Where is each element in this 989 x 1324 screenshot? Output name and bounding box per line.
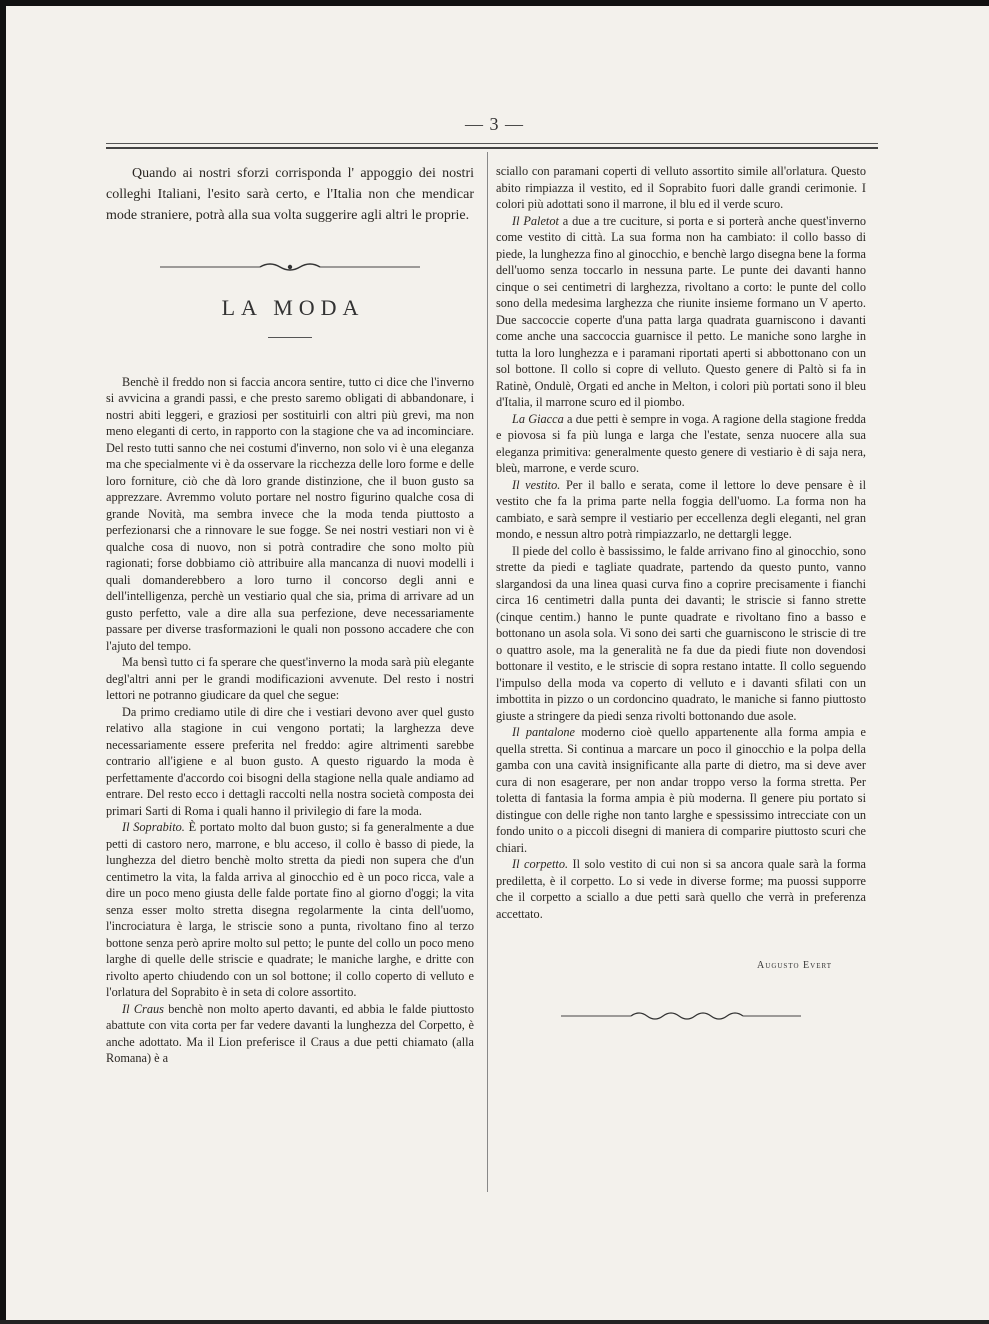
paragraph-paletot: Il Paletot a due a tre cuciture, si porta e si porterà anche quest'inverno come vestito di città. La sua forma non ha cambiato: il collo basso di piede, la lunghezza fino al ginocchio, e benchè largo disegna bene la forma dell'uomo senza toccarlo in nessuna parte. Le punte dei davanti hanno cinque o sei centimetri di larghezza, rivoltano a corto: le punte del collo sono della medesima larghezza che riunite insieme formano un V aperto. Due saccoccie coperte d'una patta larga quadrata guarniscono i davanti come anche una saccoccia guarnisce il petto. Le maniche sono larghe in tutta la loro lunghezza e i paramani riportati aperti si abbottonano con un sol bottone. Il collo si copre di velluto. Questo genere di Paltò si fa in Ratinè, Ondulè, Orgati ed anche in Melton, i colori più portati sono il bleu d'Italia, il marrone scuro ed il piombo. <box>496 213 867 409</box>
title-rule <box>268 337 312 338</box>
author-signature: Augusto Evert <box>757 960 832 971</box>
intro-text: Quando ai nostri sforzi corrisponda l' appoggio dei nostri colleghi Italiani, l'esito sarà certo, e l'Italia non che mendicar mode straniere, potrà alla sua volta suggerire agli altri le proprie. <box>106 166 474 223</box>
scan-edge-left <box>0 0 6 1324</box>
left-column <box>106 163 474 1067</box>
article-body-left <box>106 374 474 1067</box>
header-rule-thin <box>106 143 878 144</box>
article-title: LA MODA <box>221 295 365 320</box>
section-lead: Il Craus <box>122 1001 164 1016</box>
divider-ornament-icon <box>106 252 474 282</box>
paragraph-craus: Il Craus benchè non molto aperto davanti, ed abbia le falde piuttosto abattute con vita corta per far vedere davanti la lunghezza del Corpetto, è anche adottato. Ma il Lion preferisce il Craus a due petti chiamato (alla Romana) è a <box>106 1001 474 1065</box>
column-divider <box>487 152 488 1192</box>
end-ornament-icon <box>496 1001 866 1031</box>
paragraph-vestito: Il vestito. Per il ballo e serata, come il lettore lo deve pensare è il vestito che fa la prima parte nella foggia dell'uomo. La forma non ha cambiato, e sarà sempre il vestiario per eccellenza degli eleganti, nel gran mondo, e nessun altro potrà rimpiazzarlo, ne dettargli legge. <box>496 477 867 541</box>
right-column <box>496 163 866 1031</box>
paragraph-pantalone: Il pantalone moderno cioè quello appartenente alla forma ampia e quella stretta. Si continua a marcare un poco il ginocchio e la polpa della gamba con una cavità insignificante alla parte di dietro, ma si deve aver cura di non esagerare, per non andar troppo verso la forma stretta. Per toletta di fantasia la forma ampia è più moderna. Il genere piu portato si distingue con delle righe non tanto larghe e spessissimo intrecciate con un fondo unito o a piccoli disegni di maniera di comparire piuttosto scuri che chiari. <box>496 725 866 855</box>
header-rule-thick <box>106 147 878 149</box>
section-lead: Il Paletot <box>512 213 559 228</box>
scan-edge-top <box>0 0 989 6</box>
section-lead: Il corpetto. <box>512 857 569 871</box>
scan-edge-bottom <box>0 1320 989 1324</box>
paragraph: Da primo crediamo utile di dire che i vestiari devono aver quel gusto relativo alla stagione in cui vengono portati; la larghezza deve necessariamente essere preferita nel freddo: agire altrimenti sarebbe contrario all'igiene e al buon gusto. A questo riguardo la moda è perfettamente d'accordo coi bisogni della stagione nella quale andiamo ad entrare. Del resto ecco i dettagli raccolti nella nostra società composta dei primari Sarti di Roma i quali hanno il privilegio di fare la moda. <box>106 704 474 818</box>
section-lead: Il pantalone <box>512 725 576 739</box>
section-lead: La Giacca <box>512 411 564 426</box>
intro-paragraph <box>106 163 474 226</box>
paragraph: Il piede del collo è bassissimo, le falde arrivano fino al ginocchio, sono strette da piedi e tagliate quadrate, partendo da questo punto, vanno slargandosi da una linea quasi curva fino a coprire precisamente i fianchi circa 16 centimetri dalla punta dei davanti; le striscie si fanno strette (cinque centim.) hanno le punte quadrate e rivoltano fino a basso e bottonano un asola sola. Vi sono dei sarti che guarniscono le striscie di tre o quattro asole, ma la generalità ne fa due da piedi fiute non dovendosi bottonare il vestito, e le striscie di sopra restano intatte. Il collo seguendo l'impulso della moda va coperto di velluto e i davanti sfilati con un imbottita in pizzo o un cordoncino quadrato, le maniche si fanno piuttosto giuste a stringere da piedi senza rivolti bottonando due asole. <box>496 543 866 723</box>
paragraph-soprabito: Il Soprabito. È portato molto dal buon gusto; si fa generalmente a due petti di castoro nero, marrone, e blu acceso, il collo è basso di piede, la lunghezza del dietro benchè molto stretta da piedi non supera che d'un centimetro la vita, la falda arriva al ginocchio ed è un poco ricca, vale a dire un poco meno giusta delle falde portate fino al giorno d'oggi; la vita senza esser molto stretta disegna regolarmente la cinta dell'uomo, l'incrociatura è larga, le striscie sono a punta, rivoltano fino al terzo bottone senza però aprire molto sul petto; le punte del collo un poco meno larghe di quelle delle striscie e quadrate; le maniche larghe, e dritte con rivolto aperto chiudendo con un sol bottone; il collo coperto di velluto e l'orlatura del Soprabito è in seta di colore assortito. <box>106 820 474 999</box>
page-number: — 3 — <box>465 114 524 134</box>
section-lead: Il vestito. <box>512 477 561 492</box>
paragraph-corpetto: Il corpetto. Il solo vestito di cui non si sa ancora quale sarà la forma prediletta, è il corpetto. Lo si vede in diverse forme; ma puossi supporre che il corpetto a sciallo a due petti sarà quello che verrà in preferenza accettato. <box>496 857 866 921</box>
paragraph: Benchè il freddo non si faccia ancora sentire, tutto ci dice che l'inverno si avvicina a grandi passi, e che presto saremo obligati di abbandonare, i nostri abiti leggeri, e graziosi per sostituirli con altri più grevi, ma non meno eleganti di certo, in rapporto con la stagione che va ad incominciare. Del resto tutti sanno che nei costumi d'inverno, non solo vi è una eleganza ma che specialmente vi è da osservare la ricchezza delle loro forme e delle loro forniture, ciò che dà loro grande distinzione, che il buon gusto sa apprezzare. Avremmo voluto portare nel nostro figurino qualche cosa di grande Novità, ma sembra invece che la moda tenda piuttosto a perfezionarsi che a rinnovare le sue fogge. Se nei nostri vestiari non vi è qualche cosa di nuovo, non si potrà contradire che sono molto più ragionati; forse dobbiamo ciò attribuire alla mancanza di nuovi modelli i quali domanderebbero a loro turno il concorso degli anni e dell'intelligenza, perchè un vestiario qual che sia, prima di arrivare ad un gusto perfetto, vale a dire alla sua perfezione, deve necessariamente passare per diverse trasformazioni le quali non possono accadere che con l'ajuto del tempo. <box>106 374 474 653</box>
section-lead: Il Soprabito. <box>122 820 185 834</box>
paragraph-giacca: La Giacca a due petti è sempre in voga. A ragione della stagione fredda e piovosa si fa più lunga e larga che l'estate, senza nuocere alla sua eleganza primitiva: generalmente questo genere di vestiario è di saja nera, bleù, marrone, e verde scuro. <box>496 411 866 475</box>
paragraph-continued: sciallo con paramani coperti di velluto assortito simile all'orlatura. Questo abito rimpiazza il vestito, ed il Soprabito fuori dalle grandi cerimonie. I colori più adottati sono il marrone, il blu ed il verde scuro. <box>496 164 866 211</box>
paragraph: Ma bensì tutto ci fa sperare che quest'inverno la moda sarà più elegante degl'altri anni per le grandi modificazioni avvenute. Del resto i nostri lettori ne potranno giudicare da quel che segue: <box>106 655 474 702</box>
